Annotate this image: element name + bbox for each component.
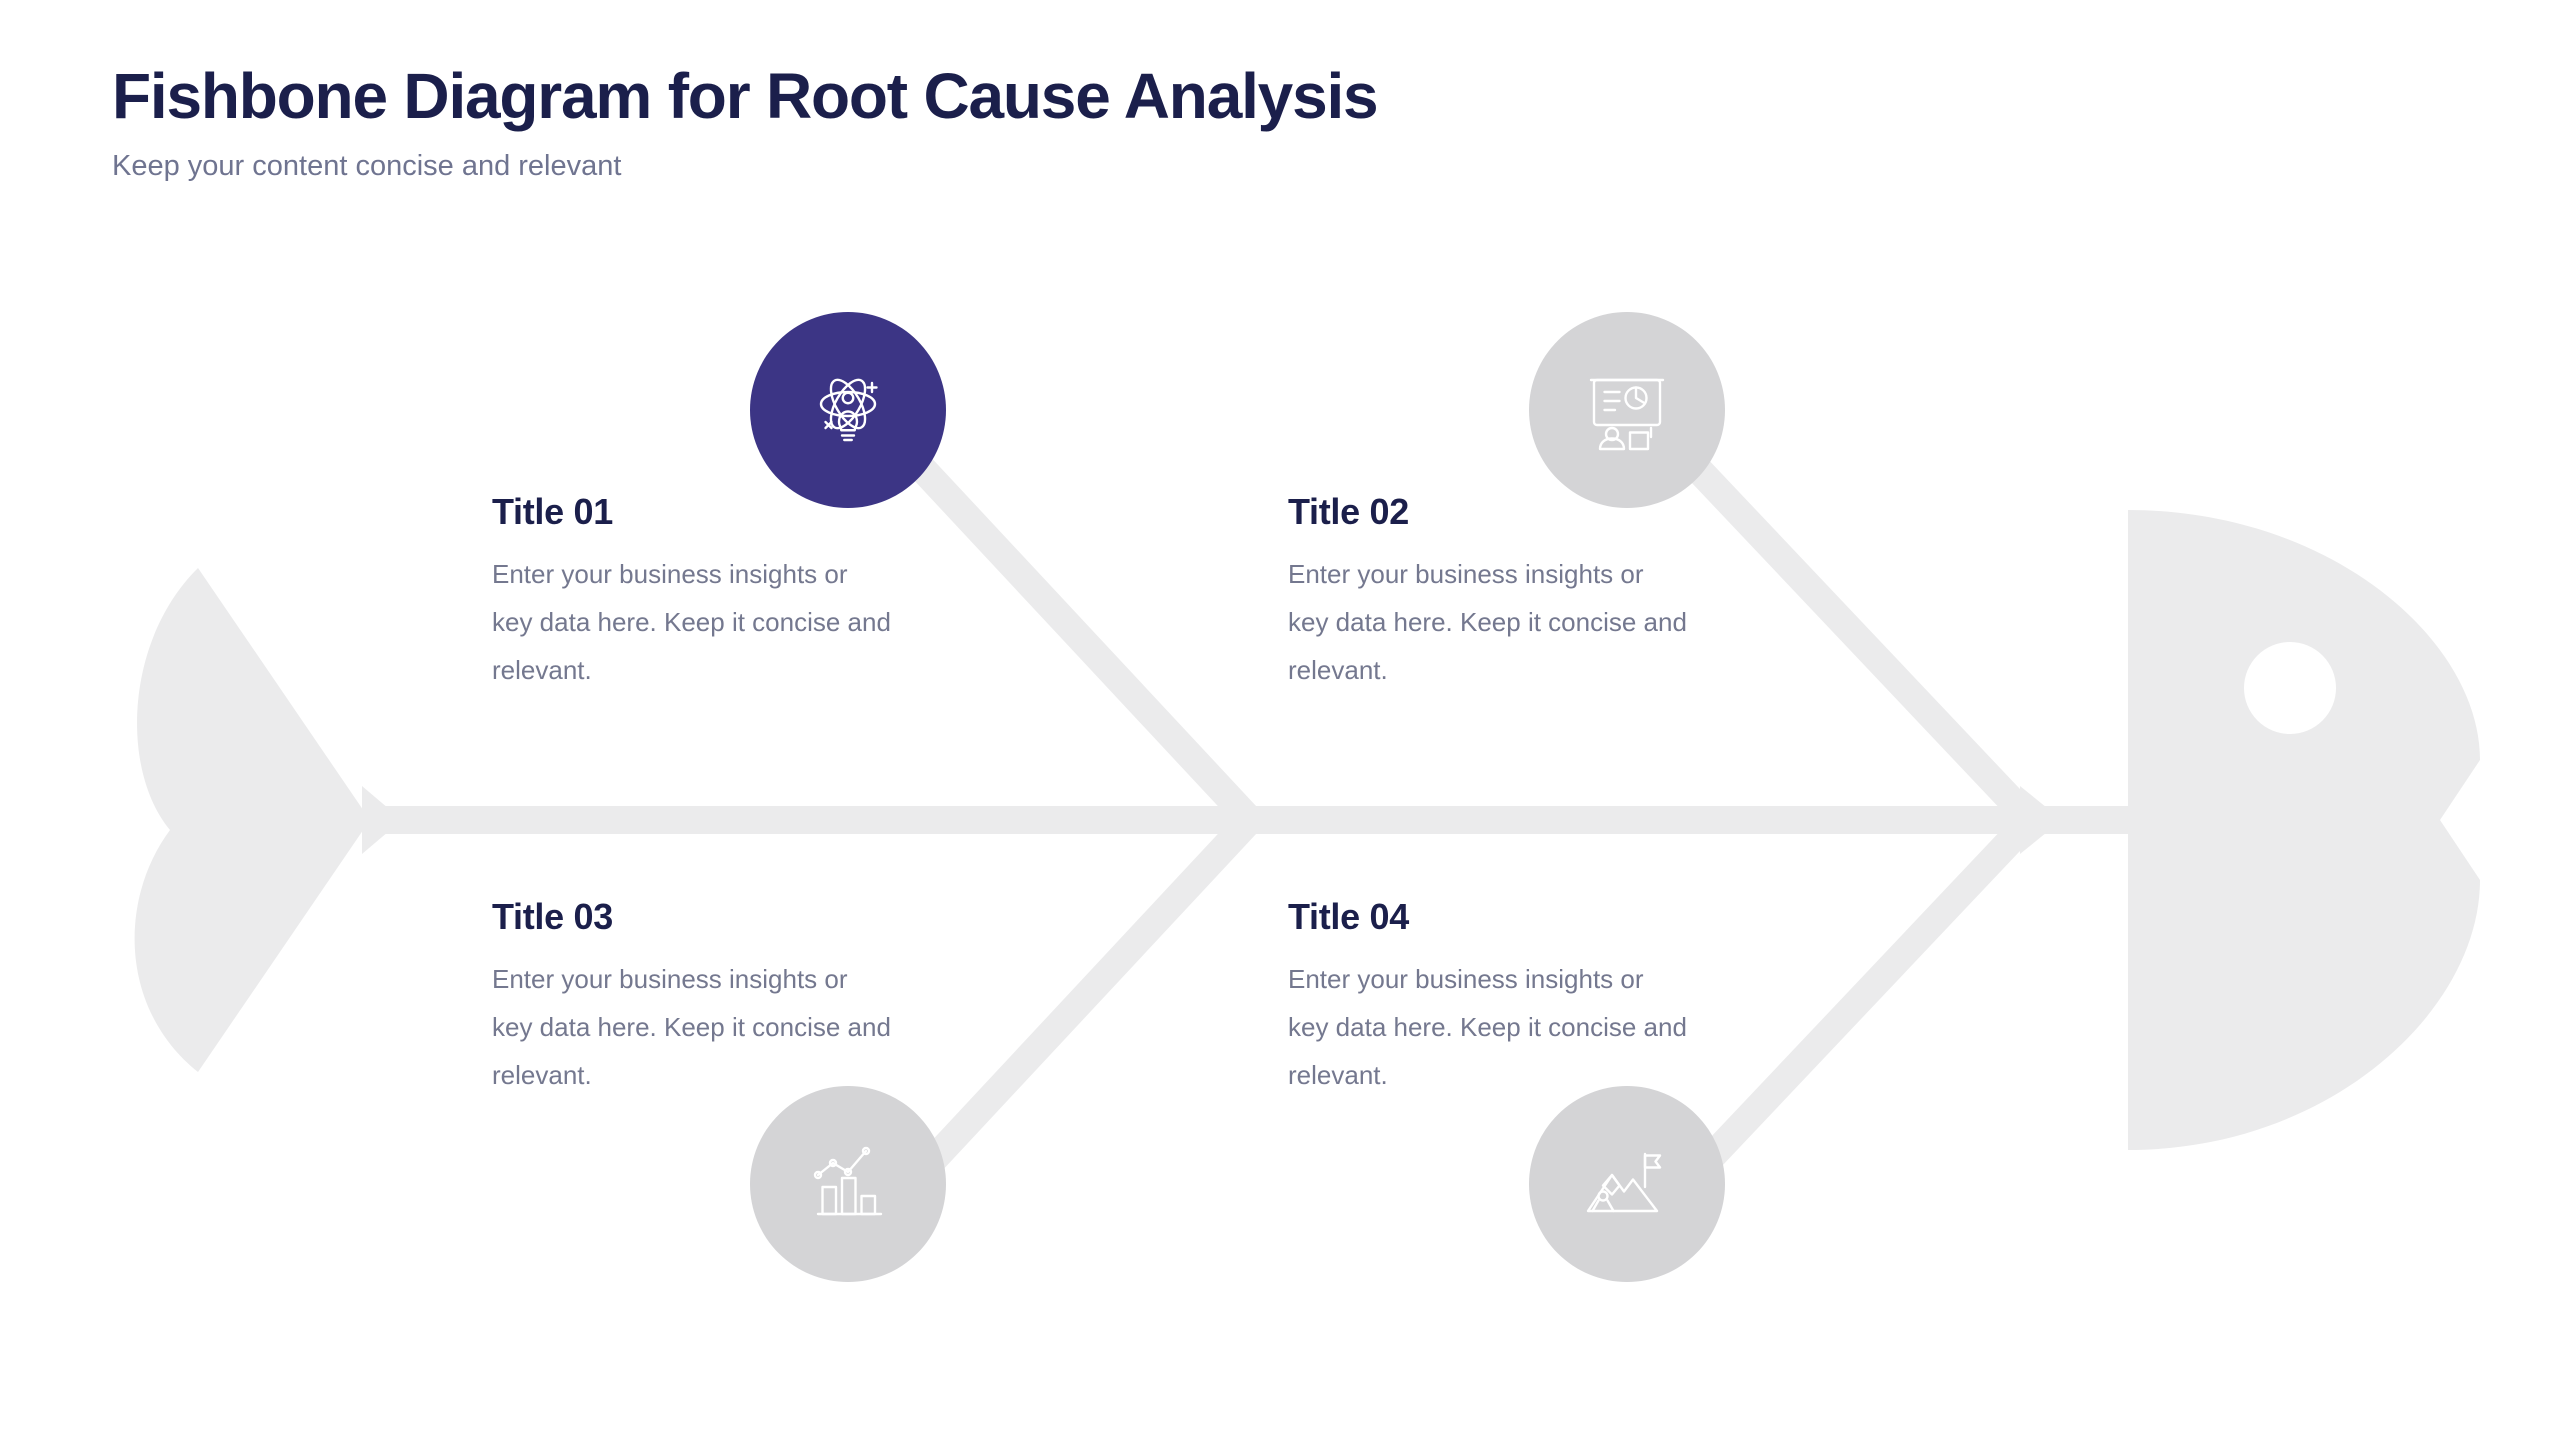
presentation-board-icon[interactable]: [1529, 312, 1725, 508]
node-text-01: [492, 490, 892, 694]
node-description-02: Enter your business insights or key data here. Keep it concise and relevant.: [1288, 559, 1687, 685]
node-text-03: [492, 895, 892, 1099]
node-title-04: Title 04: [1288, 896, 1409, 937]
node-description-04: Enter your business insights or key data here. Keep it concise and relevant.: [1288, 964, 1687, 1090]
node-title-02: Title 02: [1288, 491, 1409, 532]
page-subtitle: Keep your content concise and relevant: [112, 150, 622, 182]
page-title: Fishbone Diagram for Root Cause Analysis: [112, 60, 1378, 132]
fish-tail-shape: [135, 568, 370, 1072]
atom-lightbulb-icon[interactable]: [750, 312, 946, 508]
mountain-flag-icon[interactable]: [1529, 1086, 1725, 1282]
fish-head-shape: [2128, 510, 2480, 1150]
node-title-03: Title 03: [492, 896, 613, 937]
bar-chart-icon[interactable]: [750, 1086, 946, 1282]
node-text-02: [1288, 490, 1688, 694]
node-title-01: Title 01: [492, 491, 613, 532]
node-description-01: Enter your business insights or key data here. Keep it concise and relevant.: [492, 559, 891, 685]
node-text-04: [1288, 895, 1688, 1099]
node-description-03: Enter your business insights or key data here. Keep it concise and relevant.: [492, 964, 891, 1090]
